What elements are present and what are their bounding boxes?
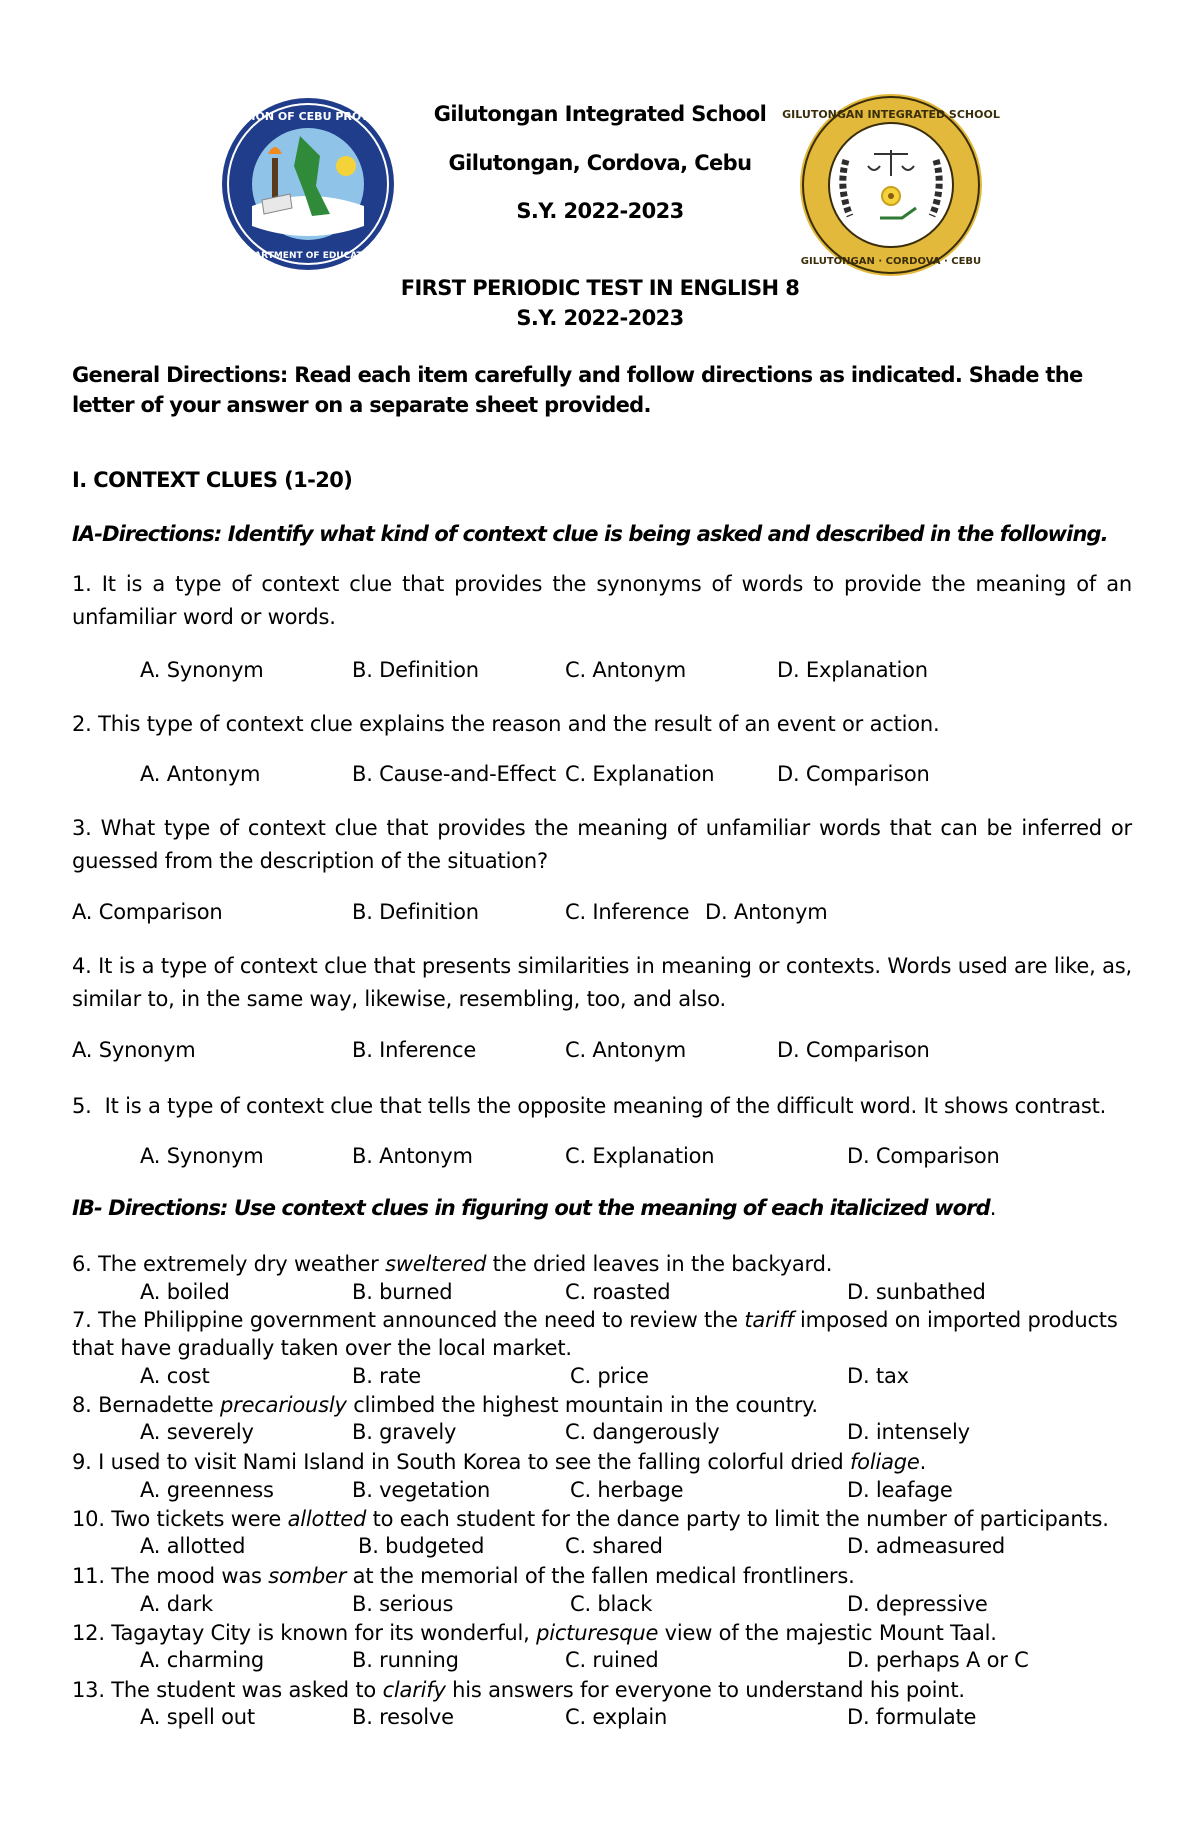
choice-5a: A. Synonym: [140, 1144, 264, 1168]
choice-4a: A. Synonym: [72, 1038, 196, 1062]
question-text: It is a type of context clue that provides the synonyms of words to provide the meaning of an unfamiliar word or words.: [72, 572, 1132, 629]
svg-text:DIVISION OF CEBU PROVINCE: DIVISION OF CEBU PROVINCE: [217, 110, 399, 123]
choice-10d: D. admeasured: [847, 1534, 1006, 1558]
choice-7b: B. rate: [352, 1364, 422, 1388]
choice-7c: C. price: [570, 1364, 649, 1388]
test-school-year: S.Y. 2022-2023: [516, 306, 684, 330]
italic-word: precariously: [220, 1393, 347, 1417]
question-5: [72, 1090, 1132, 1123]
italic-word: picturesque: [536, 1621, 659, 1645]
question-text: What type of context clue that provides the meaning of unfamiliar words that can be inferred or guessed from the description of the situation?: [72, 816, 1132, 873]
italic-word: allotted: [287, 1507, 367, 1531]
choice-10b: B. budgeted: [358, 1534, 485, 1558]
question-number: 3.: [72, 816, 92, 840]
question-6: 6. The extremely dry weather sweltered the dried leaves in the backyard.: [72, 1252, 833, 1276]
question-7: 7. The Philippine government announced the need to review the tariff imposed on imported products that have gradually taken over the local market.: [72, 1308, 1118, 1360]
question-8: 8. Bernadette precariously climbed the highest mountain in the country.: [72, 1393, 818, 1417]
choice-12c: C. ruined: [565, 1648, 659, 1672]
choice-4c: C. Antonym: [565, 1038, 686, 1062]
choice-7a: A. cost: [140, 1364, 210, 1388]
choice-3c: C. Inference: [565, 900, 690, 924]
choice-13c: C. explain: [565, 1705, 668, 1729]
choice-11d: D. depressive: [847, 1592, 988, 1616]
svg-text:DEPARTMENT OF EDUCATION: DEPARTMENT OF EDUCATION: [234, 251, 382, 261]
choice-3a: A. Comparison: [72, 900, 223, 924]
choice-6a: A. boiled: [140, 1280, 230, 1304]
choice-8d: D. intensely: [847, 1420, 970, 1444]
question-10: 10. Two tickets were allotted to each student for the dance party to limit the number of participants.: [72, 1507, 1109, 1531]
directions-ia: IA-Directions: Identify what kind of context clue is being asked and described in the following.: [72, 522, 1108, 546]
question-number: 2.: [72, 712, 92, 736]
svg-text:GILUTONGAN INTEGRATED SCHOOL: GILUTONGAN INTEGRATED SCHOOL: [782, 108, 1000, 121]
italic-word: somber: [268, 1564, 347, 1588]
question-13: 13. The student was asked to clarify his answers for everyone to understand his point.: [72, 1678, 965, 1702]
choice-6c: C. roasted: [565, 1280, 671, 1304]
choice-8b: B. gravely: [352, 1420, 457, 1444]
choice-2d: D. Comparison: [777, 762, 930, 786]
choice-1d: D. Explanation: [777, 658, 928, 682]
question-number: 4.: [72, 954, 92, 978]
test-title: FIRST PERIODIC TEST IN ENGLISH 8: [400, 276, 800, 300]
question-4: [72, 950, 1132, 1016]
section-title: I. CONTEXT CLUES (1-20): [72, 468, 353, 492]
choice-13b: B. resolve: [352, 1705, 454, 1729]
italic-word: tariff: [744, 1308, 794, 1332]
choice-5d: D. Comparison: [847, 1144, 1000, 1168]
question-text: This type of context clue explains the reason and the result of an event or action.: [98, 712, 940, 736]
choice-12a: A. charming: [140, 1648, 265, 1672]
choice-11c: C. black: [570, 1592, 653, 1616]
choice-8c: C. dangerously: [565, 1420, 720, 1444]
question-9: 9. I used to visit Nami Island in South Korea to see the falling colorful dried foliage.: [72, 1450, 927, 1474]
question-1: [72, 568, 1132, 634]
question-2: [72, 708, 1132, 741]
school-name: Gilutongan Integrated School: [433, 102, 767, 126]
choice-1b: B. Definition: [352, 658, 479, 682]
question-number: 1.: [72, 572, 92, 596]
svg-text:GILUTONGAN · CORDOVA · CEBU: GILUTONGAN · CORDOVA · CEBU: [800, 256, 982, 267]
choice-2c: C. Explanation: [565, 762, 715, 786]
choice-5c: C. Explanation: [565, 1144, 715, 1168]
choice-12b: B. running: [352, 1648, 459, 1672]
choice-11b: B. serious: [352, 1592, 454, 1616]
choice-3d: D. Antonym: [705, 900, 828, 924]
question-text: It is a type of context clue that tells the opposite meaning of the difficult word. It shows contrast.: [104, 1094, 1107, 1118]
choice-10a: A. allotted: [140, 1534, 246, 1558]
question-text: It is a type of context clue that presents similarities in meaning or contexts. Words used are like, as, similar to, in the same way, likewise, resembling, too, and also.: [72, 954, 1132, 1011]
choice-12d: D. perhaps A or C: [847, 1648, 1029, 1672]
choice-13d: D. formulate: [847, 1705, 977, 1729]
choice-9a: A. greenness: [140, 1478, 274, 1502]
italic-word: clarify: [382, 1678, 446, 1702]
question-11: 11. The mood was somber at the memorial of the fallen medical frontliners.: [72, 1564, 855, 1588]
choice-13a: A. spell out: [140, 1705, 255, 1729]
question-number: 5.: [72, 1094, 92, 1118]
school-year: S.Y. 2022-2023: [516, 199, 684, 223]
italic-word: sweltered: [385, 1252, 487, 1276]
school-address: Gilutongan, Cordova, Cebu: [448, 151, 752, 175]
choice-10c: C. shared: [565, 1534, 663, 1558]
choice-2b: B. Cause-and-Effect: [352, 762, 557, 786]
choice-4b: B. Inference: [352, 1038, 477, 1062]
choice-1a: A. Synonym: [140, 658, 264, 682]
choice-6d: D. sunbathed: [847, 1280, 986, 1304]
choice-9b: B. vegetation: [352, 1478, 491, 1502]
choice-4d: D. Comparison: [777, 1038, 930, 1062]
italic-word: foliage: [849, 1450, 920, 1474]
choice-9d: D. leafage: [847, 1478, 953, 1502]
choice-1c: C. Antonym: [565, 658, 686, 682]
choice-9c: C. herbage: [570, 1478, 684, 1502]
choice-5b: B. Antonym: [352, 1144, 473, 1168]
directions-ib: IB- Directions: Use context clues in figuring out the meaning of each italicized word.: [72, 1196, 996, 1220]
question-12: 12. Tagaytay City is known for its wonderful, picturesque view of the majestic Mount Taal.: [72, 1621, 997, 1645]
question-3: [72, 812, 1132, 878]
general-directions: General Directions: Read each item carefully and follow directions as indicated. Shade the letter of your answer on a separate sheet provided.: [72, 363, 1083, 417]
choice-11a: A. dark: [140, 1592, 213, 1616]
choice-6b: B. burned: [352, 1280, 453, 1304]
choice-3b: B. Definition: [352, 900, 479, 924]
choice-2a: A. Antonym: [140, 762, 261, 786]
choice-8a: A. severely: [140, 1420, 254, 1444]
choice-7d: D. tax: [847, 1364, 909, 1388]
